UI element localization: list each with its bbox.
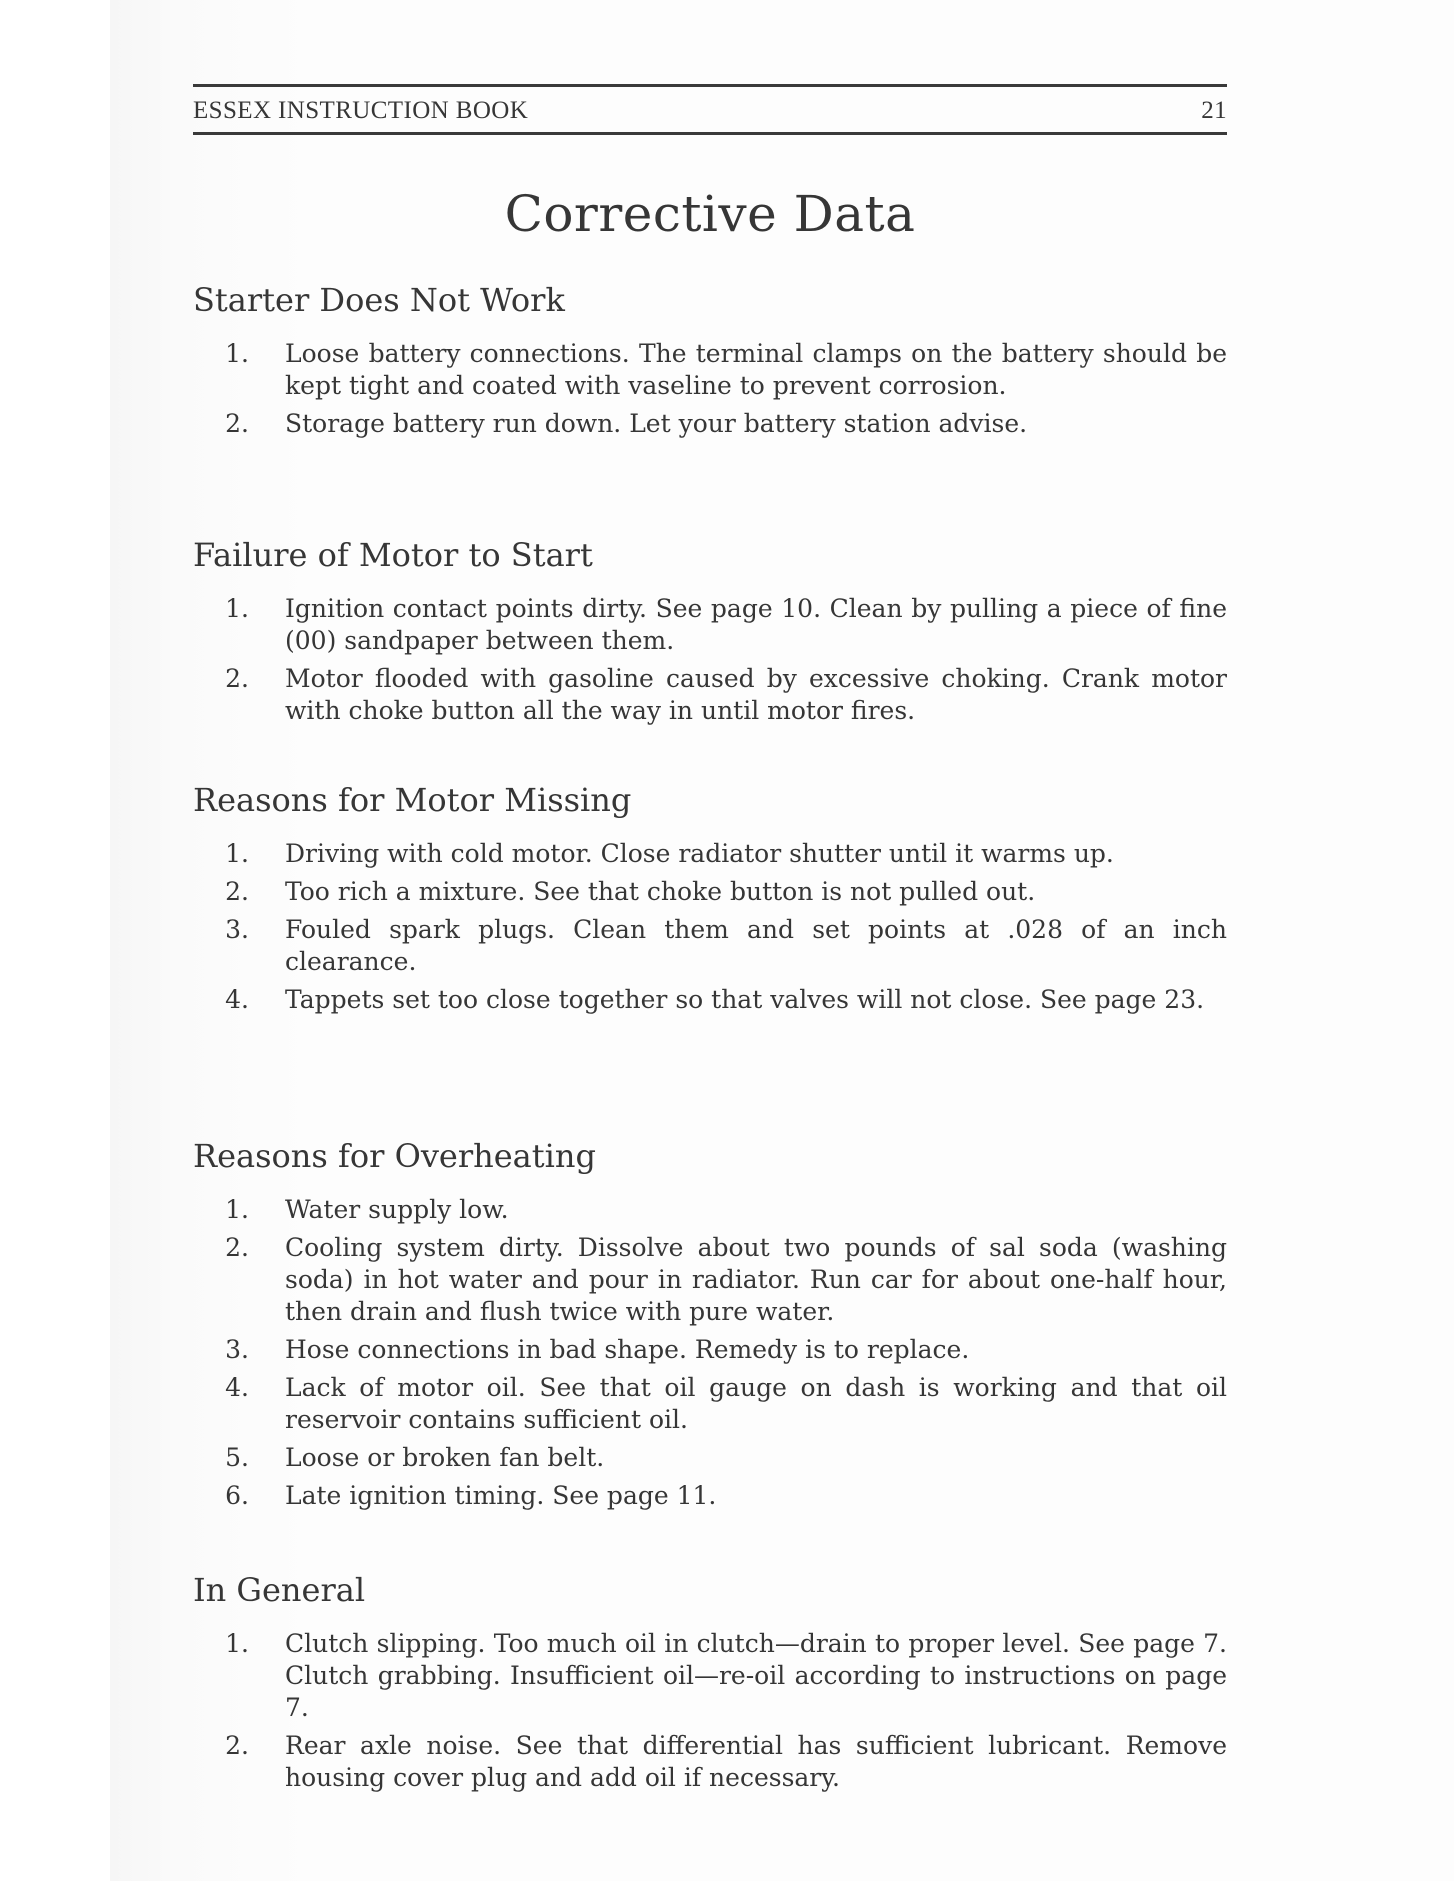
item-number: 2. [225,409,249,438]
list-item [193,1730,1227,1794]
section-heading: In General [193,1571,366,1609]
item-number: 1. [225,839,249,868]
item-text: Hose connections in bad shape. Remedy is to replace. [285,1335,970,1364]
list-item [193,663,1227,727]
item-number: 3. [225,1335,249,1364]
item-list [193,1628,1227,1794]
item-text: Cooling system dirty. Dissolve about two pounds of sal soda (washing soda) in hot water and pour in radiator. Run car for about one-half hour, then drain and flush twice with pure water. [285,1233,1227,1326]
list-item [193,1628,1227,1724]
item-list [193,1194,1227,1512]
list-item [193,914,1227,978]
item-text: Loose or broken fan belt. [285,1443,605,1472]
section-heading: Starter Does Not Work [193,281,565,319]
item-number: 4. [225,985,249,1014]
item-text: Storage battery run down. Let your battery station advise. [285,409,1028,438]
item-text: Tappets set too close together so that valves will not close. See page 23. [285,985,1205,1014]
section-heading: Reasons for Motor Missing [193,781,632,819]
item-list [193,338,1227,440]
page-title: Corrective Data [504,185,916,243]
list-item [193,838,1227,870]
list-item [193,408,1227,440]
list-item [193,876,1227,908]
list-item [193,1372,1227,1436]
section-failure-of-motor-to-start [193,535,1227,733]
item-text: Ignition contact points dirty. See page 10. Clean by pulling a piece of fine (00) sandpaper between them. [285,594,1227,655]
item-text: Driving with cold motor. Close radiator shutter until it warms up. [285,839,1114,868]
item-list [193,593,1227,727]
running-head [193,96,1227,126]
list-item [193,1194,1227,1226]
item-number: 3. [225,915,249,944]
item-number: 1. [225,339,249,368]
item-text: Loose battery connections. The terminal clamps on the battery should be kept tight and coated with vaseline to prevent corrosion. [285,339,1227,400]
running-head-title: ESSEX INSTRUCTION BOOK [193,97,529,124]
section-heading: Failure of Motor to Start [193,536,593,574]
list-item [193,1480,1227,1512]
item-number: 1. [225,1629,249,1658]
list-item [193,1232,1227,1328]
item-text: Late ignition timing. See page 11. [285,1481,717,1510]
list-item [193,1442,1227,1474]
item-number: 4. [225,1373,249,1402]
header-rule-bottom [193,132,1227,135]
section-starter-does-not-work [193,280,1227,446]
item-number: 2. [225,664,249,693]
item-number: 2. [225,877,249,906]
item-number: 1. [225,1195,249,1224]
header-rule-top [193,84,1227,87]
item-number: 5. [225,1443,249,1472]
item-text: Motor flooded with gasoline caused by excessive choking. Crank motor with choke button all the way in until motor fires. [285,664,1227,725]
item-text: Water supply low. [285,1195,509,1224]
item-text: Fouled spark plugs. Clean them and set points at .028 of an inch clearance. [285,915,1227,976]
item-text: Too rich a mixture. See that choke button is not pulled out. [285,877,1036,906]
item-list [193,838,1227,1016]
list-item [193,1334,1227,1366]
item-number: 2. [225,1731,249,1760]
section-reasons-for-motor-missing [193,780,1227,1022]
section-heading: Reasons for Overheating [193,1137,596,1175]
item-number: 6. [225,1481,249,1510]
item-number: 1. [225,594,249,623]
list-item [193,984,1227,1016]
item-text: Rear axle noise. See that differential has sufficient lubricant. Remove housing cover plug and add oil if necessary. [285,1731,1227,1792]
item-text: Lack of motor oil. See that oil gauge on dash is working and that oil reservoir contains sufficient oil. [285,1373,1227,1434]
book-page [193,0,1227,1881]
section-reasons-for-overheating [193,1136,1227,1518]
list-item [193,593,1227,657]
list-item [193,338,1227,402]
page-number: 21 [1201,97,1227,124]
item-text: Clutch slipping. Too much oil in clutch—drain to proper level. See page 7. Clutch grabbing. Insufficient oil—re-oil according to instructions on page 7. [285,1629,1227,1722]
item-number: 2. [225,1233,249,1262]
section-in-general [193,1570,1227,1800]
